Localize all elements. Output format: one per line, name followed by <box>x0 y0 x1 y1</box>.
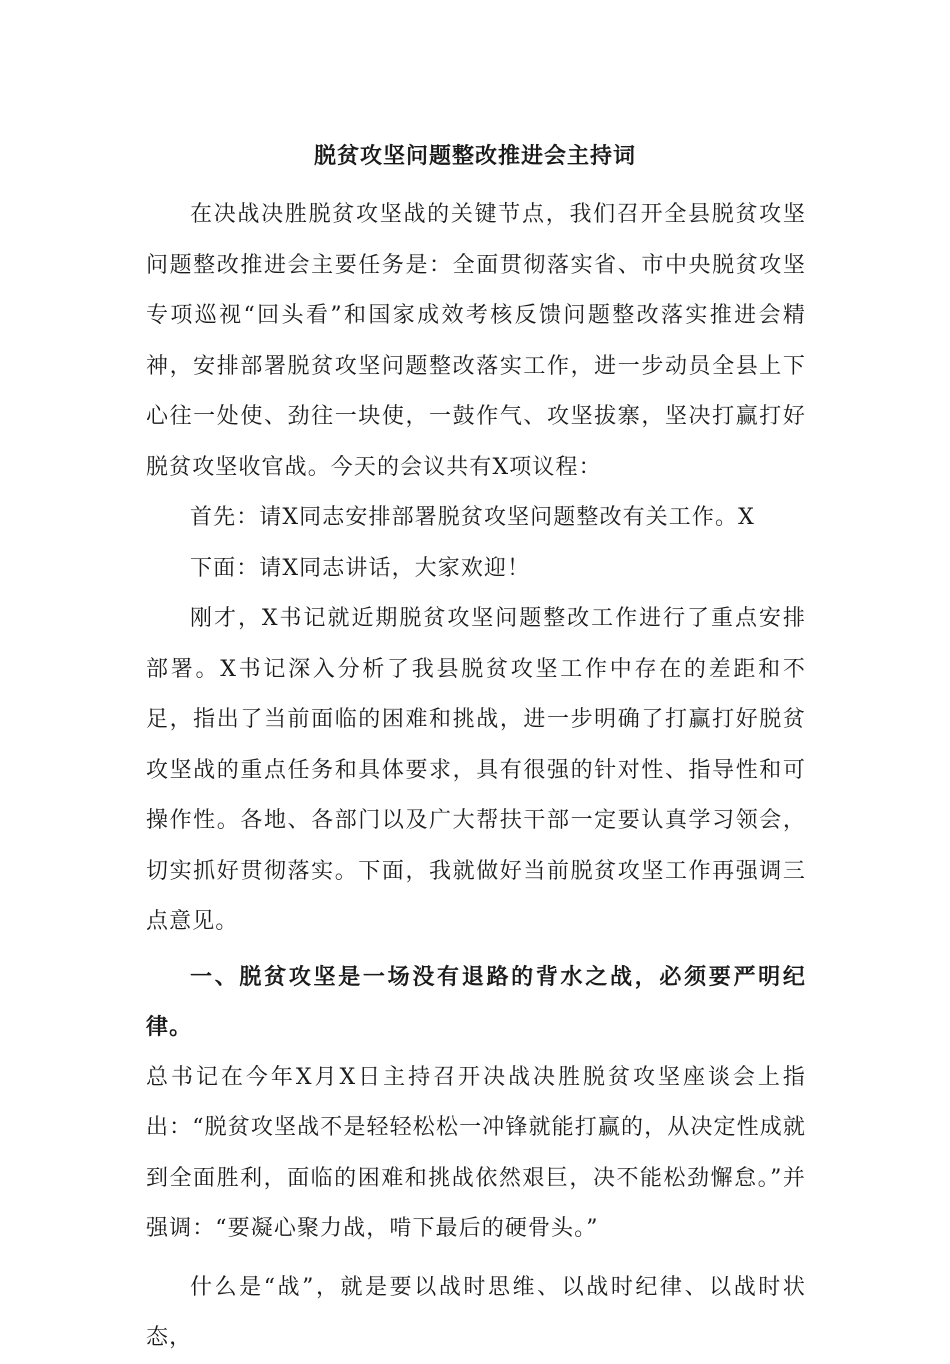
paragraph-intro: 在决战决胜脱贫攻坚战的关键节点，我们召开全县脱贫攻坚问题整改推进会主要任务是：全面贯彻落实省、市中央脱贫攻坚专项巡视“回头看”和国家成效考核反馈问题整改落实推进会精神，安排部署脱贫攻坚问题整改落实工作，进一步动员全县上下心往一处使、劲往一块使，一鼓作气、攻坚拔寨，坚决打赢打好脱贫攻坚收官战。今天的会议共有X项议程： <box>146 202 806 480</box>
paragraph-agenda-first: 首先：请X同志安排部署脱贫攻坚问题整改有关工作。X <box>190 505 755 530</box>
section-heading-one: 一、脱贫攻坚是一场没有退路的背水之战，必须要严明纪律。 <box>146 963 806 1040</box>
paragraph-summary: 刚才，X书记就近期脱贫攻坚问题整改工作进行了重点安排部署。X书记深入分析了我县脱贫攻坚工作中存在的差距和不足，指出了当前面临的困难和挑战，进一步明确了打赢打好脱贫攻坚战的重点任务和具体要求，具有很强的针对性、指导性和可操作性。各地、各部门以及广大帮扶干部一定要认真学习领会，切实抓好贯彻落实。下面，我就做好当前脱贫攻坚工作再强调三点意见。 <box>146 606 806 934</box>
paragraph-agenda-next: 下面：请X同志讲话，大家欢迎！ <box>190 555 531 581</box>
paragraph-section-one: 总书记在今年X月X日主持召开决战决胜脱贫攻坚座谈会上指出：“脱贫攻坚战不是轻轻松松一冲锋就能打赢的，从决定性成就到全面胜利，面临的困难和挑战依然艰巨，决不能松劲懈怠。”并强调：“要凝心聚力战，啃下最后的硬骨头。” <box>146 1064 806 1241</box>
document-title: 脱贫攻坚问题整改推进会主持词 <box>313 143 636 169</box>
document-body <box>146 190 806 1364</box>
paragraph-last: 什么是“战”，就是要以战时思维、以战时纪律、以战时状态， <box>146 1274 806 1350</box>
